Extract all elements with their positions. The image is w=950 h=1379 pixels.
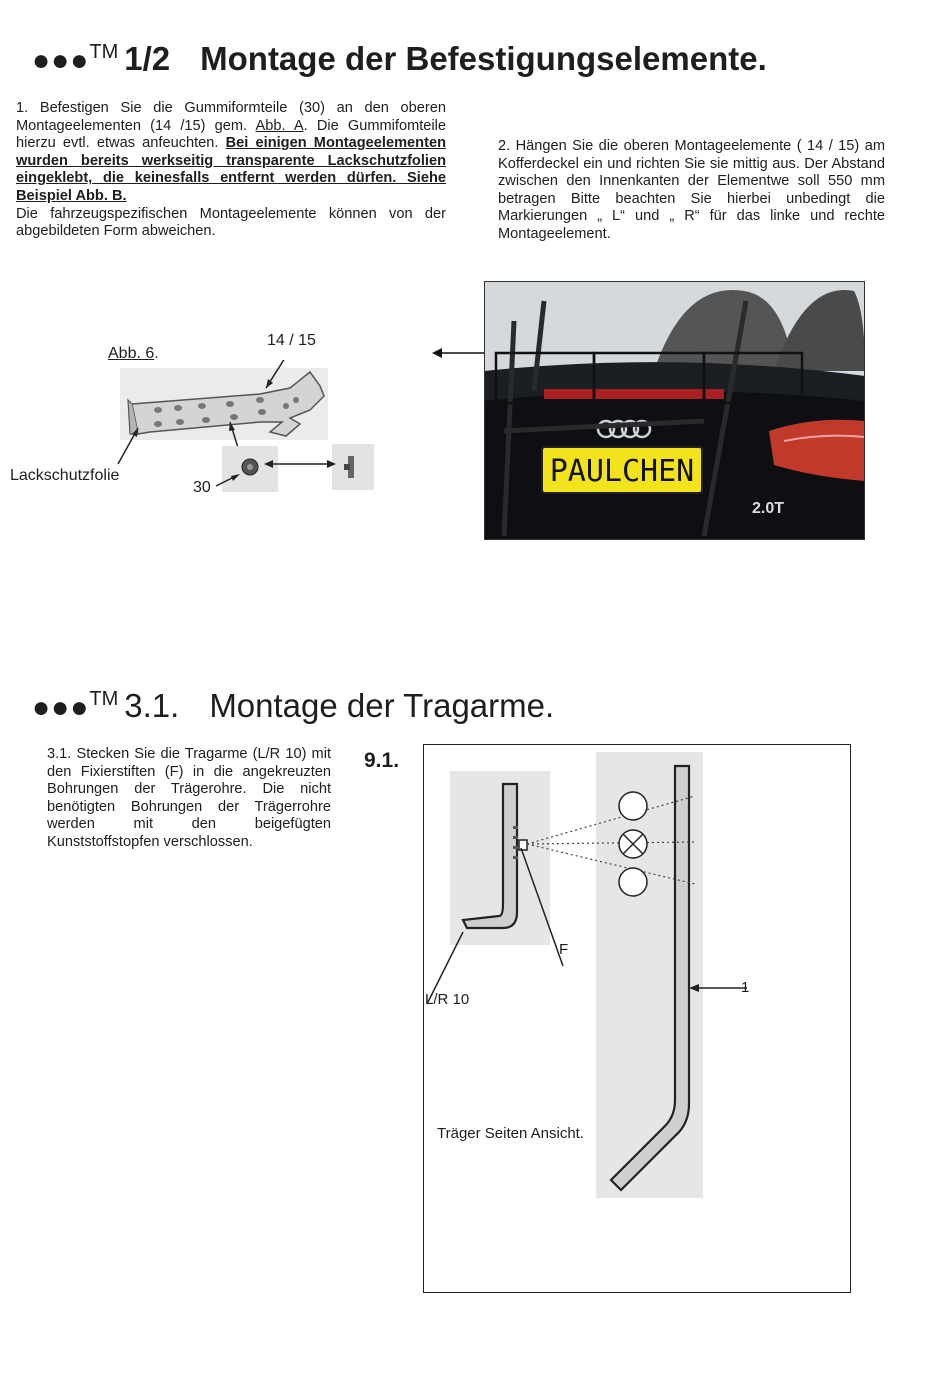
- label-part-14-15: 14 / 15: [267, 332, 316, 349]
- figure-6-caption: Abb. 6.: [108, 345, 159, 362]
- label-carrier-tube: 1: [741, 979, 750, 996]
- car-photo: [484, 281, 865, 540]
- label-fixing-pin: F: [559, 941, 569, 958]
- hole-open-bottom: [619, 868, 647, 896]
- instruction-paragraph-1: [16, 100, 446, 241]
- bullet-dots-icon: ●●●: [32, 44, 90, 77]
- instruction-paragraph-3: [47, 746, 331, 852]
- section-number: 3.1.: [124, 687, 180, 724]
- para1-text-a: 1. Befestigen Sie die Gummiformteile (30) an den oberen Montageelementen (14 /15) gem.: [16, 100, 446, 134]
- para1-text-b: . Die Gummifomteile hierzu evtl. etwas anfeuchten.: [16, 117, 447, 152]
- figure-reference-abb-a: Abb. A: [255, 117, 304, 134]
- mounting-element-drawing: [110, 360, 390, 500]
- para1-warning-text: Bei einigen Montageelementen wurden bereits werkseitig transparente Lackschutzfolien eingeklebt, die keinesfalls entfernt werden dürfen. Siehe Beispiel Abb. B.: [16, 135, 446, 204]
- label-protective-film: Lackschutzfolie: [10, 467, 120, 484]
- model-badge: 2.0T: [752, 500, 785, 517]
- license-plate-text: PAULCHEN: [549, 454, 695, 489]
- para3-text: 3.1. Stecken Sie die Tragarme (L/R 10) mit den Fixierstiften (F) in die angekreuzten Bohrungen der Trägerohre. Die nicht benötigten Bohrungen der Trägerrohre werden mit den beigefügten Kunststoffstopfen verschlossen.: [47, 746, 331, 850]
- trademark-mark: TM: [89, 41, 119, 63]
- section-number: 1/2: [124, 40, 171, 77]
- figure-9-1-frame: [423, 744, 851, 1293]
- figure-9-1-caption: Träger Seiten Ansicht.: [437, 1125, 585, 1142]
- label-carrier-arm: L/R 10: [425, 991, 470, 1008]
- section-title: Montage der Tragarme.: [209, 687, 555, 724]
- section-heading-2: [32, 687, 554, 725]
- figure-number-9-1: 9.1.: [364, 749, 400, 772]
- trademark-mark: TM: [89, 688, 119, 710]
- section-heading-1: [32, 40, 767, 78]
- para2-text: 2. Hängen Sie die oberen Montageelemente ( 14 / 15) am Kofferdeckel ein und richten Sie sie mittig aus. Der Abstand zwischen den Innenkanten der Elementwe soll 550 mm betragen Bitte beachten Sie hierbei unbedingt die Markierungen „ L“ und „ R“ für das linke und rechte Montageelement.: [498, 138, 885, 242]
- bullet-dots-icon: ●●●: [32, 691, 90, 724]
- instruction-paragraph-2: [498, 138, 885, 244]
- fixing-pin-F: [519, 840, 527, 850]
- para1-text-c: Die fahrzeugspezifischen Montageelemente können von der abgebildeten Form abweichen.: [16, 205, 446, 240]
- section-title: Montage der Befestigungselemente.: [200, 40, 767, 77]
- hole-open-top: [619, 792, 647, 820]
- label-rubber-part-30: 30: [193, 479, 211, 496]
